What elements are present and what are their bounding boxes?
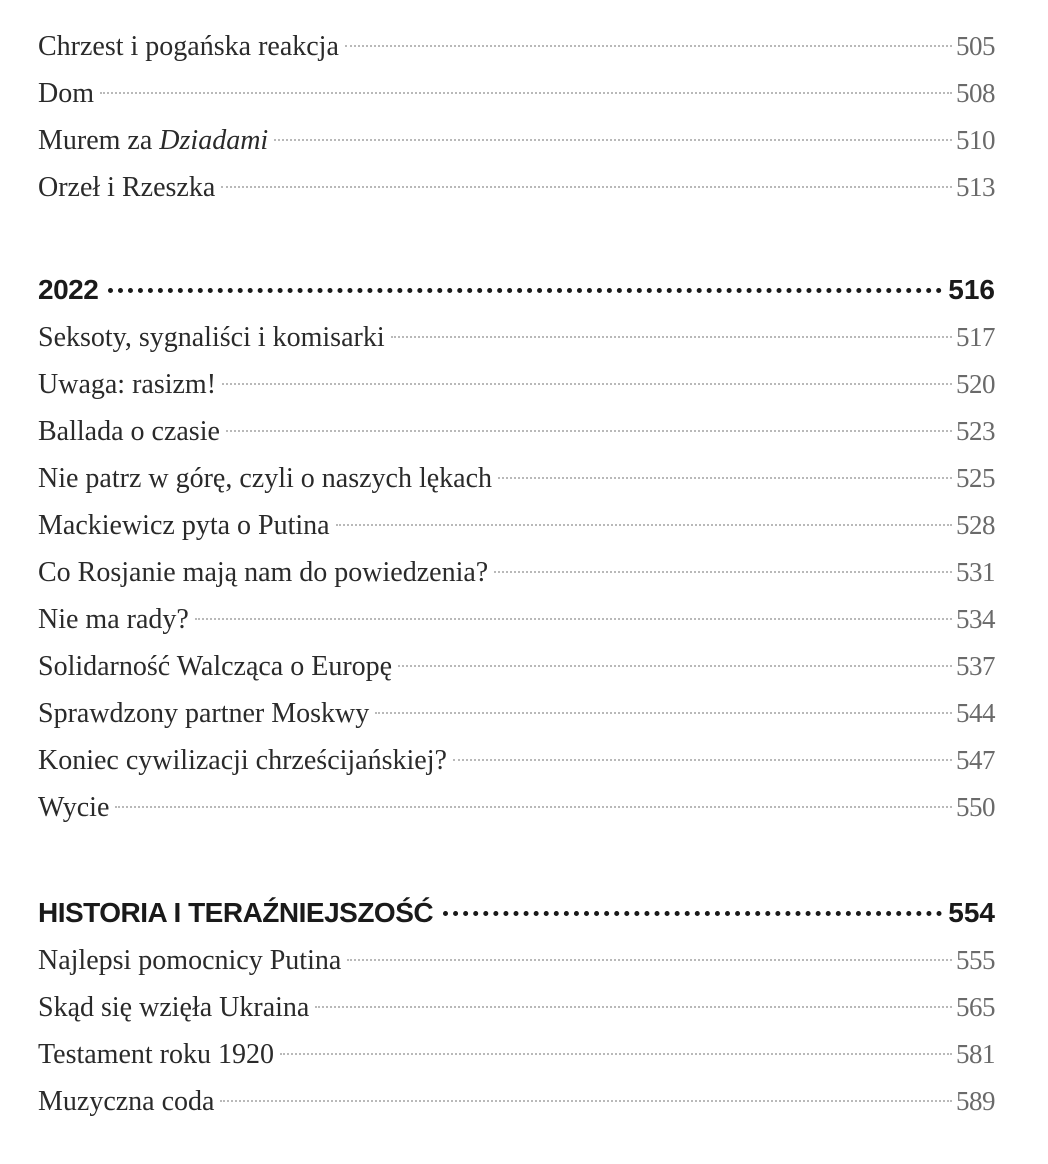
toc-entry-page: 510 <box>956 125 995 155</box>
toc-entry-page: 550 <box>956 792 995 822</box>
toc-entry <box>38 409 995 453</box>
toc-leader-dots <box>222 383 952 385</box>
toc-section-heading <box>38 891 995 935</box>
toc-entry-page: 523 <box>956 416 995 446</box>
toc-entry <box>38 1079 995 1123</box>
toc-entry-title: Chrzest i pogańska reakcja <box>38 31 339 62</box>
toc-entry-page: 547 <box>956 745 995 775</box>
toc-entry <box>38 503 995 547</box>
toc-entry-title: Dom <box>38 78 94 109</box>
toc-entry <box>38 1032 995 1076</box>
toc-entry-title <box>38 119 268 163</box>
toc-entry-title: Najlepsi pomocnicy Putina <box>38 945 342 976</box>
toc-leader-dots <box>280 1053 952 1055</box>
toc-leader-dots <box>100 92 952 94</box>
toc-section-page: 554 <box>948 897 995 928</box>
toc-entry-title: Nie patrz w górę, czyli o naszych lękach <box>38 463 493 494</box>
toc-leader-dots <box>375 712 952 714</box>
toc-entry-title-prefix: Murem za <box>38 125 160 156</box>
toc-leader-dots <box>336 524 952 526</box>
toc-entry <box>38 644 995 688</box>
toc-entry-title-italic: Dziadami <box>159 125 269 156</box>
toc-entry-title: Mackiewicz pyta o Putina <box>38 510 330 541</box>
toc-leader-dots <box>347 959 952 961</box>
toc-entry <box>38 938 995 982</box>
toc-leader-dots <box>494 571 952 573</box>
toc-entry <box>38 456 995 500</box>
toc-entry <box>38 315 995 359</box>
toc-section-heading <box>38 268 995 312</box>
toc-entry-page: 520 <box>956 369 995 399</box>
toc-entry <box>38 985 995 1029</box>
toc-entry-title: Skąd się wzięła Ukraina <box>38 992 310 1023</box>
toc-leader-dots <box>345 45 952 47</box>
toc-entry <box>38 597 995 641</box>
toc-entry-page: 505 <box>956 31 995 61</box>
toc-entry <box>38 691 995 735</box>
toc-entry <box>38 362 995 406</box>
toc-entry-page: 531 <box>956 557 995 587</box>
toc-entry-page: 525 <box>956 463 995 493</box>
toc-leader-dots <box>226 430 952 432</box>
toc-entry-page: 544 <box>956 698 995 728</box>
toc-leader-dots <box>195 618 952 620</box>
toc-leader-dots <box>221 186 952 188</box>
toc-entry-title: Testament roku 1920 <box>38 1039 274 1070</box>
toc-entry <box>38 550 995 594</box>
toc-entry-page: 517 <box>956 322 995 352</box>
toc-entry-title: Wycie <box>38 792 110 823</box>
toc-leader-dots <box>220 1100 952 1102</box>
toc-entry-title: Solidarność Walcząca o Europę <box>38 651 393 682</box>
toc-leader-dots <box>498 477 952 479</box>
toc-entry-page: 534 <box>956 604 995 634</box>
toc-entry-page: 565 <box>956 992 995 1022</box>
toc-leader-dots <box>453 759 952 761</box>
toc-entry <box>38 71 995 115</box>
toc-entry <box>38 24 995 68</box>
toc-leader-dots <box>274 139 952 141</box>
toc-entry-page: 508 <box>956 78 995 108</box>
toc-entry-title: Koniec cywilizacji chrześcijańskiej? <box>38 745 447 776</box>
toc-entry <box>38 738 995 782</box>
toc-entry-page: 589 <box>956 1086 995 1116</box>
toc-section-page: 516 <box>948 274 995 305</box>
toc-leader-dots <box>391 336 952 338</box>
toc-entry-page: 537 <box>956 651 995 681</box>
toc-leader-dots <box>115 806 952 808</box>
toc-entry <box>38 165 995 209</box>
toc-entry-title: Uwaga: rasizm! <box>38 369 217 400</box>
toc-leader-dots <box>315 1006 952 1008</box>
toc-entry <box>38 785 995 829</box>
toc-entry-title: Seksoty, sygnaliści i komisarki <box>38 322 385 353</box>
toc-section-title: HISTORIA I TERAŹNIEJSZOŚĆ <box>38 897 434 928</box>
toc-leader-dots <box>108 288 942 293</box>
toc-leader-dots <box>398 665 952 667</box>
toc-entry <box>38 118 995 162</box>
toc-entry-title: Orzeł i Rzeszka <box>38 172 216 203</box>
toc-entry-page: 581 <box>956 1039 995 1069</box>
toc-section-title: 2022 <box>38 274 99 305</box>
toc-entry-title: Muzyczna coda <box>38 1086 215 1117</box>
toc-leader-dots <box>443 911 942 916</box>
toc-entry-title: Ballada o czasie <box>38 416 220 447</box>
toc-entry-title: Sprawdzony partner Moskwy <box>38 698 370 729</box>
toc-entry-page: 513 <box>956 172 995 202</box>
toc-entry-title: Co Rosjanie mają nam do powiedzenia? <box>38 557 489 588</box>
toc-entry-page: 555 <box>956 945 995 975</box>
toc-entry-title: Nie ma rady? <box>38 604 189 635</box>
toc-entry-page: 528 <box>956 510 995 540</box>
